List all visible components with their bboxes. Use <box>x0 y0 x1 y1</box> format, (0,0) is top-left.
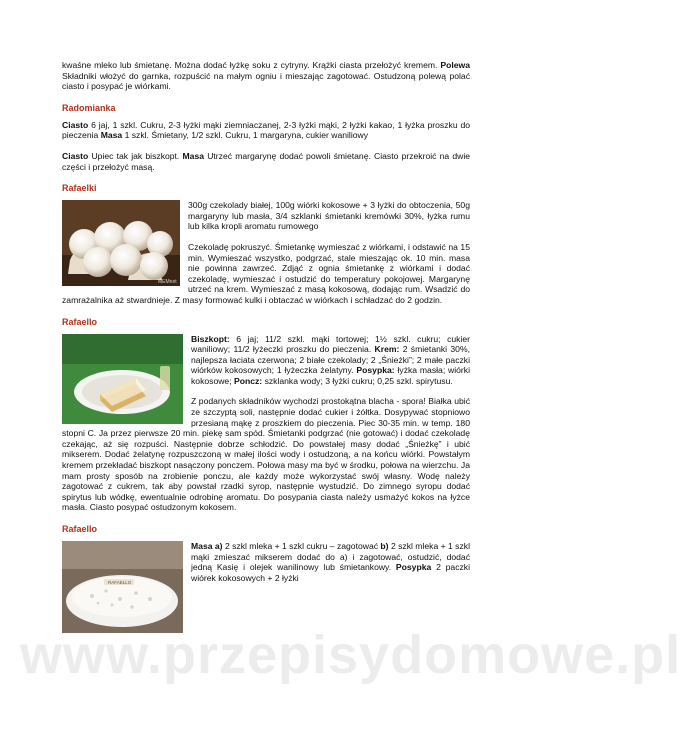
heading-rafaello-1: Rafaello <box>62 316 98 327</box>
rafaello-2-text: Masa a) 2 szkl mleka + 1 szkl cukru – zagotować b) 2 szkl mleka + 1 szkl mąki zmieszać mikserem dodać do a) i zagotować, ostudzić, dodać jedną Kasię i olejek wanilinowy lub śmietankowy. Posypka 2 paczki wiórek kokosowych + 2 łyżki <box>191 541 470 583</box>
rafaelki-method: Czekoladę pokruszyć. Śmietankę wymieszać z wiórkami, i odstawić na 15 min. Wymieszać wszystko, podgrzać, stale mieszając ok. 10 min. masa nie powinna zawrzeć. Zdjąć z ognia śmietankę z wiórkami i dodać czekoladę, wymieszać i ostudzić do temperatury pokojowej. Margarynę utrzeć na krem. Wymieszać z masą kokosową, dodając rum. Wsadzić do zamrażalnika aż stwardnieje. Z masy formować kulki i obtaczać w wiórkach i schładzać do 2 godzin. <box>62 241 470 305</box>
rafaelki-photo <box>62 200 180 286</box>
rafaello-1-ingredients: Biszkopt: 6 jaj; 11/2 szkl. mąki tortowej; 1½ szkl. cukru; cukier waniliowy; 11/2 łyżeczki proszku do pieczenia. Krem: 2 śmietanki 30%, najlepsza łaciata czerwona; 2 białe czekolady; 2 „Śnieżki”; 2 małe paczki wiórków kokosowych; 1 łyżeczka żelatyny. Posypka: łyżka masła; wiórki kokosowe; Poncz: szklanka wody; 3 łyżki cukru; 0,25 szkl. spirytusu. <box>191 333 471 386</box>
rafaello-cake-photo <box>62 334 183 424</box>
rafaello-2-photo <box>62 541 183 633</box>
photo-credit: MEMnet <box>158 279 177 286</box>
heading-rafaelki: Rafaelki <box>62 183 97 194</box>
radomianka-method: Ciasto Upiec tak jak biszkopt. Masa Utrzeć margarynę dodać powoli śmietanę. Ciasto przekroić na dwie części i przełożyć masą. <box>62 150 471 172</box>
radomianka-ingredients: Ciasto 6 jaj, 1 szkl. Cukru, 2-3 łyżki mąki ziemniaczanej, 2-3 łyżki mąki, 2 łyżki kakao, 1 łyżka proszku do pieczenia Masa 1 szkl. Śmietany, 1/2 szkl. Cukru, 1 margaryna, cukier waniliowy <box>62 119 470 141</box>
rafaelki-section <box>62 200 470 305</box>
heading-radomianka: Radomianka <box>62 102 116 113</box>
rafaello-2-section <box>62 541 470 583</box>
svg-text:RAFAELLO: RAFAELLO <box>108 580 132 585</box>
intro-paragraph: kwaśne mleko lub śmietanę. Można dodać łyżkę soku z cytryny. Krążki ciasta przełożyć kremem. Polewa Składniki włożyć do garnka, rozpuścić na małym ogniu i mieszając zagotować. Ostudzoną polewą polać ciasto i posypać je wiórkami. <box>62 60 470 92</box>
rafaello-1-method: Z podanych składników wychodzi prostokątna blacha - spora! Białka ubić ze szczyptą soli, następnie dodać cukier i żółtka. Dosypywać stopniowo przesianą mąkę z proszkiem do pieczenia. Piec 30-35 min. w temp. 180 stopni C. Ja przez pierwsze 20 min. piekę sam spód. Śmietanki podgrzać (nie gotować) i dodać czekoladę czekając, aż się rozpuści. Następnie dobrze schłodzić. Do powstałej masy dodać „Śnieżkę” i ubić mikserem. Dodać żelatynę rozpuszczoną w małej ilości wody i ostudzoną, a na końcu wiórki. Powstałym kremem przekładać biszkopt nasączony ponczem. Połowa masy ma być w środku, połowa na wierzchu. Ja mam prosty sposób na zrobienie ponczu, ale każdy może wykorzystać swój własny. Wodę należy zagotować z cukrem, tak aby powstał rzadki syrop, następnie wystudzić. Do zimnego syropu dodać spirytus lub wódkę, ewentualnie odrobinę aromatu. Do posypania ciasta należy usmażyć kokos na łyżce masła. Ciasto posypać ostudzonym kokosem. <box>62 396 470 513</box>
watermark: www.przepisydomowe.pl <box>20 625 681 685</box>
rafaello-1-section <box>62 334 470 514</box>
rafaelki-ingredients: 300g czekolady białej, 100g wiórki kokosowe + 3 łyżki do obtoczenia, 50g margaryny lub masła, 3/4 szklanki śmietanki kremówki 30%, łyżka rumu lub kilka kropli aromatu rumowego <box>188 200 470 232</box>
recipe-page <box>62 60 470 635</box>
heading-rafaello-2: Rafaello <box>62 524 98 534</box>
